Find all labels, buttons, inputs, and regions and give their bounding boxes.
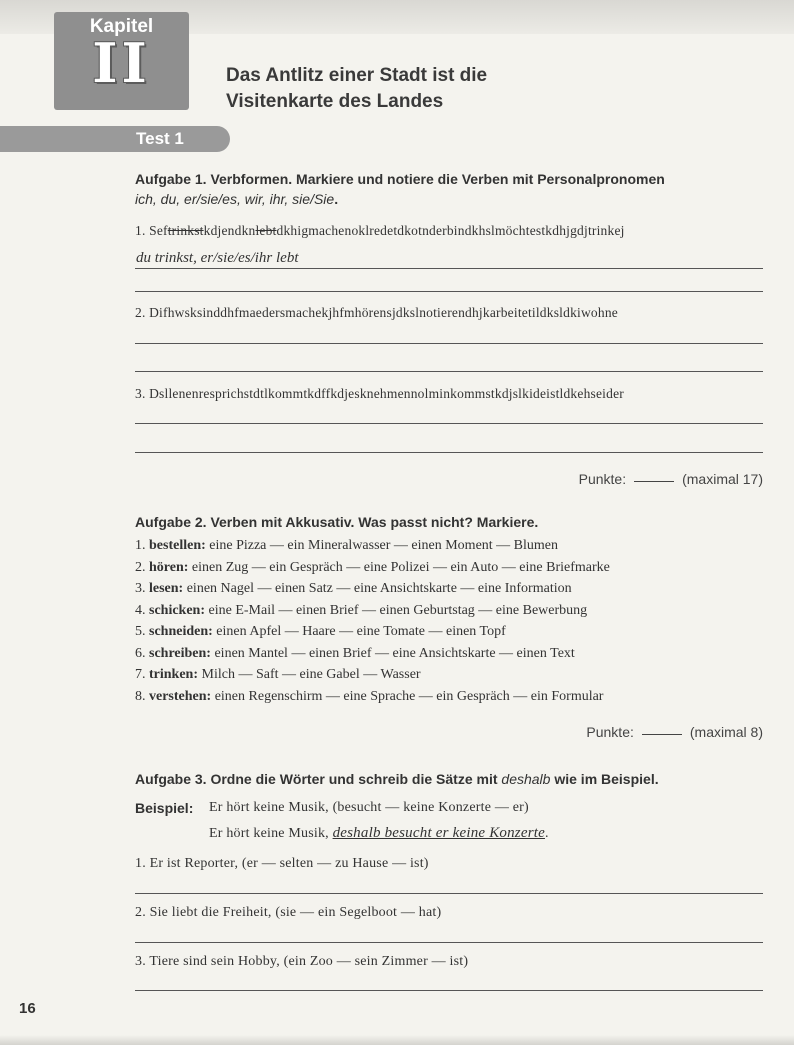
letter-chain-part: dkhigmachenoklredetdkotnderbindkhslmöchtestkdhjgdjtrinkej <box>276 223 625 238</box>
task2-title: Aufgabe 2. Verben mit Akkusativ. Was passt nicht? Markiere. <box>135 514 539 530</box>
letter-chain: Difhwsksinddhfmaedersmachekjhfmhörensjdkslnotierendhjkarbeitetildksldkiwohne <box>149 305 618 320</box>
item-number: 3. <box>135 954 146 969</box>
list-item <box>135 581 610 603</box>
list-item <box>135 646 610 668</box>
task1-answer-handwritten: du trinkst, er/sie/es/ihr lebt <box>136 250 299 266</box>
answer-line[interactable] <box>135 291 763 292</box>
list-item <box>135 538 610 560</box>
points-blank[interactable] <box>642 734 682 735</box>
item-number: 4. <box>135 602 146 618</box>
verb: hören: <box>149 559 189 575</box>
task2-points <box>586 724 763 740</box>
test-label: Test 1 <box>136 129 184 148</box>
task2-list <box>135 538 610 710</box>
item-number: 5. <box>135 624 146 639</box>
list-item <box>135 667 610 689</box>
answer-line[interactable] <box>135 268 763 269</box>
item-number: 3. <box>135 581 146 596</box>
task1-title: Aufgabe 1. Verbformen. Markiere und notiere die Verben mit Personalpronomen <box>135 171 665 187</box>
item-number: 6. <box>135 645 146 661</box>
verb: bestellen: <box>149 538 206 553</box>
task3-title-a: Aufgabe 3. Ordne die Wörter und schreib die Sätze mit <box>135 771 502 787</box>
letter-chain-part: Sef <box>149 223 168 238</box>
task3-item-1 <box>135 856 429 872</box>
page-number: 16 <box>19 1000 36 1017</box>
list-item <box>135 560 610 582</box>
list-item <box>135 603 610 625</box>
item-text: Er ist Reporter, (er — selten — zu Hause — ist) <box>149 856 429 871</box>
points-max: (maximal 17) <box>682 471 763 487</box>
page-title <box>226 63 646 115</box>
answer-line[interactable] <box>135 423 763 424</box>
list-item <box>135 689 610 711</box>
example-line-1: Er hört keine Musik, (besucht — keine Konzerte — er) <box>209 800 529 815</box>
bottom-shade <box>0 1035 794 1045</box>
answer-line[interactable] <box>135 371 763 372</box>
points-label: Punkte: <box>578 471 627 487</box>
options[interactable]: einen Mantel — einen Brief — eine Ansichtskarte — einen Text <box>214 645 575 661</box>
example-handwritten: deshalb besucht er keine Konzerte <box>332 825 545 841</box>
verb: schicken: <box>149 602 205 618</box>
verb: verstehen: <box>149 688 212 704</box>
item-number: 8. <box>135 688 146 704</box>
item-number: 2. <box>135 305 146 320</box>
item-number: 1. <box>135 856 146 871</box>
answer-line[interactable] <box>135 343 763 344</box>
page-title-line-1: Das Antlitz einer Stadt ist die <box>226 65 488 86</box>
options[interactable]: eine Pizza — ein Mineralwasser — einen Moment — Blumen <box>209 538 559 553</box>
list-item <box>135 624 610 646</box>
chapter-label: Kapitel <box>89 16 154 37</box>
verb: lesen: <box>149 581 184 596</box>
options[interactable]: Milch — Saft — eine Gabel — Wasser <box>201 667 421 682</box>
item-number: 1. <box>135 223 146 238</box>
task1-points <box>579 471 763 487</box>
item-number: 2. <box>135 905 146 920</box>
item-number: 2. <box>135 559 146 575</box>
options[interactable]: einen Regenschirm — eine Sprache — ein Gespräch — ein Formular <box>214 688 604 704</box>
example-line-2-a: Er hört keine Musik, <box>209 826 333 841</box>
verb: schreiben: <box>149 645 211 661</box>
letter-chain-part: kdjendkn <box>203 223 256 238</box>
task3-item-3 <box>135 954 468 970</box>
points-max: (maximal 8) <box>689 724 763 740</box>
verb: trinken: <box>149 667 198 682</box>
points-label: Punkte: <box>586 724 634 740</box>
page-title-line-2: Visitenkarte des Landes <box>226 91 444 112</box>
test-banner <box>0 126 230 152</box>
example-line-2-c: . <box>544 826 549 841</box>
task3-title <box>135 771 659 787</box>
task1-subtitle-text: ich, du, er/sie/es, wir, ihr, sie/Sie <box>135 191 335 207</box>
task1-subtitle-period: . <box>334 191 339 207</box>
options[interactable]: einen Nagel — einen Satz — eine Ansichtskarte — eine Information <box>186 581 572 596</box>
struck-verb: lebt <box>255 223 277 238</box>
task3-item-2 <box>135 905 441 921</box>
answer-line[interactable] <box>135 990 763 991</box>
item-text: Sie liebt die Freiheit, (sie — ein Segelboot — hat) <box>149 905 442 920</box>
answer-line[interactable] <box>135 942 763 943</box>
chapter-badge <box>54 12 189 110</box>
task3-title-keyword: deshalb <box>501 771 551 787</box>
answer-line[interactable] <box>135 452 763 453</box>
example-label: Beispiel: <box>135 800 194 816</box>
task1-item-2 <box>135 305 618 321</box>
answer-line[interactable] <box>135 893 763 894</box>
options[interactable]: einen Zug — ein Gespräch — eine Polizei — ein Auto — eine Briefmarke <box>191 559 610 575</box>
struck-verb: trinkst <box>167 223 204 238</box>
item-number: 3. <box>135 386 146 401</box>
task3-title-c: wie im Beispiel. <box>550 771 659 787</box>
letter-chain: Dsllenenresprichstdtlkommtkdffkdjesknehmennolminkommstkdjslkideistldkehseider <box>149 386 624 401</box>
task1-subtitle <box>135 191 338 207</box>
options[interactable]: einen Apfel — Haare — eine Tomate — einen Topf <box>216 624 506 639</box>
item-number: 7. <box>135 667 146 682</box>
verb: schneiden: <box>149 624 213 639</box>
example-line-2 <box>209 825 549 842</box>
item-text: Tiere sind sein Hobby, (ein Zoo — sein Zimmer — ist) <box>149 954 469 969</box>
chapter-number: II <box>92 31 151 95</box>
task1-item-3 <box>135 386 624 402</box>
task1-item-1 <box>135 223 625 239</box>
options[interactable]: eine E-Mail — einen Brief — einen Geburtstag — eine Bewerbung <box>208 602 588 618</box>
points-blank[interactable] <box>634 481 674 482</box>
item-number: 1. <box>135 538 146 553</box>
